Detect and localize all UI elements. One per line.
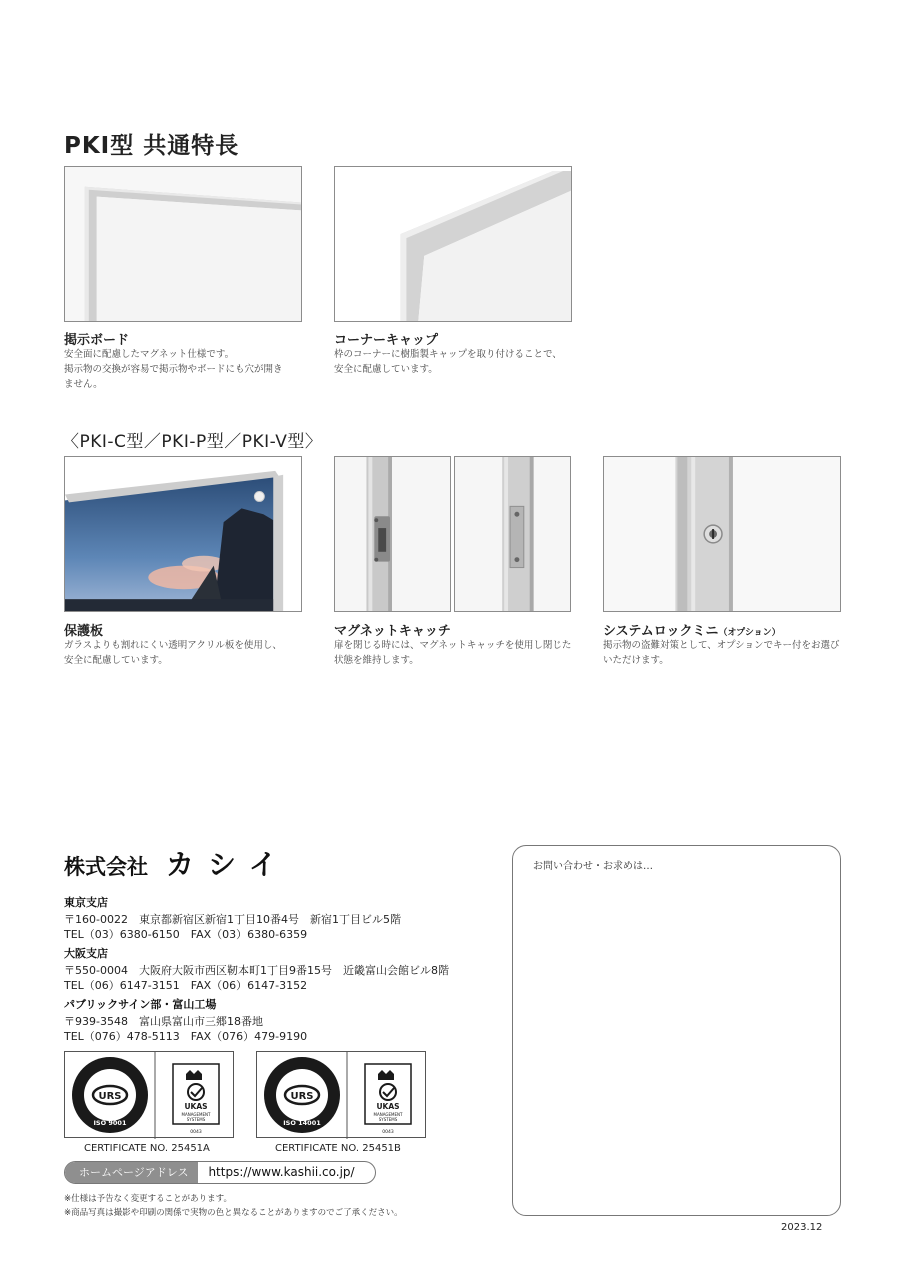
certificate-number-b: CERTIFICATE NO. 25451B xyxy=(275,1143,401,1154)
section-title-variants: 〈PKI-C型／PKI-P型／PKI-V型〉 xyxy=(62,432,323,452)
svg-text:MANAGEMENT: MANAGEMENT xyxy=(181,1112,211,1117)
inquiry-box xyxy=(512,845,841,1216)
office-name-tokyo: 東京支店 xyxy=(64,896,108,909)
protective-panel-description: ガラスよりも割れにくい透明アクリル板を使用し、 安全に配慮しています。 xyxy=(64,640,282,666)
svg-text:ISO 14001: ISO 14001 xyxy=(283,1119,321,1127)
office-address-osaka: 〒550-0004 大阪府大阪市西区靭本町1丁目9番15号 近畿富山会館ビル8階 xyxy=(64,964,449,977)
homepage-bar xyxy=(64,1161,376,1184)
certificate-badge-iso14001 xyxy=(256,1051,426,1138)
homepage-label: ホームページアドレス xyxy=(65,1162,198,1183)
urs-ukas-logo-icon xyxy=(65,1052,235,1139)
inquiry-label: お問い合わせ・お求めは… xyxy=(533,861,653,872)
svg-text:MANAGEMENT: MANAGEMENT xyxy=(373,1112,403,1117)
corner-cap-photo xyxy=(334,166,572,322)
urs-ukas-logo-icon xyxy=(257,1052,427,1139)
office-phone-toyama: TEL（076）478-5113 FAX（076）479-9190 xyxy=(64,1030,308,1043)
magnet-catch-photo-b xyxy=(454,456,571,612)
board-description: 安全面に配慮したマグネット仕様です。 掲示物の交換が容易で掲示物やボードにも穴が開き ません。 xyxy=(64,349,283,390)
office-phone-osaka: TEL（06）6147-3151 FAX（06）6147-3152 xyxy=(64,979,308,992)
system-lock-photo xyxy=(603,456,841,612)
system-lock-title: システムロックミニ（オプション） xyxy=(603,624,781,639)
office-address-tokyo: 〒160-0022 東京都新宿区新宿1丁目10番4号 新宿1丁目ビル5階 xyxy=(64,913,401,926)
board-photo xyxy=(64,166,302,322)
svg-text:0043: 0043 xyxy=(382,1130,394,1135)
office-name-toyama: パブリックサイン部・富山工場 xyxy=(64,998,217,1011)
certificate-number-a: CERTIFICATE NO. 25451A xyxy=(84,1143,210,1154)
board-title: 掲示ボード xyxy=(64,333,130,348)
svg-text:SYSTEMS: SYSTEMS xyxy=(378,1117,398,1122)
note-spec-change: ※仕様は予告なく変更することがあります。 xyxy=(64,1194,232,1204)
protective-panel-photo xyxy=(64,456,302,612)
office-address-toyama: 〒939-3548 富山県富山市三郷18番地 xyxy=(64,1015,263,1028)
svg-text:SYSTEMS: SYSTEMS xyxy=(186,1117,206,1122)
publication-date: 2023.12 xyxy=(781,1222,823,1233)
magnet-catch-photo-a xyxy=(334,456,451,612)
svg-text:URS: URS xyxy=(290,1091,314,1102)
note-photo-color: ※商品写真は撮影や印刷の関係で実物の色と異なることがありますのでご了承ください。 xyxy=(64,1208,403,1218)
svg-text:UKAS: UKAS xyxy=(376,1102,400,1111)
svg-text:0043: 0043 xyxy=(190,1130,202,1135)
system-lock-description: 掲示物の盗難対策として、オプションでキー付をお選び いただけます。 xyxy=(603,640,840,666)
homepage-url-link[interactable]: https://www.kashii.co.jp/ xyxy=(208,1165,355,1179)
corner-cap-title: コーナーキャップ xyxy=(334,333,439,348)
svg-text:URS: URS xyxy=(98,1091,122,1102)
magnet-catch-description: 扉を閉じる時には、マグネットキャッチを使用し閉じた 状態を維持します。 xyxy=(334,640,572,666)
office-name-osaka: 大阪支店 xyxy=(64,947,108,960)
protective-panel-title: 保護板 xyxy=(64,624,104,639)
certificate-badge-iso9001 xyxy=(64,1051,234,1138)
company-name: 株式会社 カシイ xyxy=(64,848,291,881)
magnet-catch-title: マグネットキャッチ xyxy=(334,624,451,639)
svg-text:ISO 9001: ISO 9001 xyxy=(93,1119,127,1127)
corner-cap-description: 枠のコーナーに樹脂製キャップを取り付けることで、 安全に配慮しています。 xyxy=(334,349,562,375)
svg-text:UKAS: UKAS xyxy=(184,1102,208,1111)
office-phone-tokyo: TEL（03）6380-6150 FAX（03）6380-6359 xyxy=(64,928,308,941)
section-title-common: PKI型 共通特長 xyxy=(64,133,240,159)
